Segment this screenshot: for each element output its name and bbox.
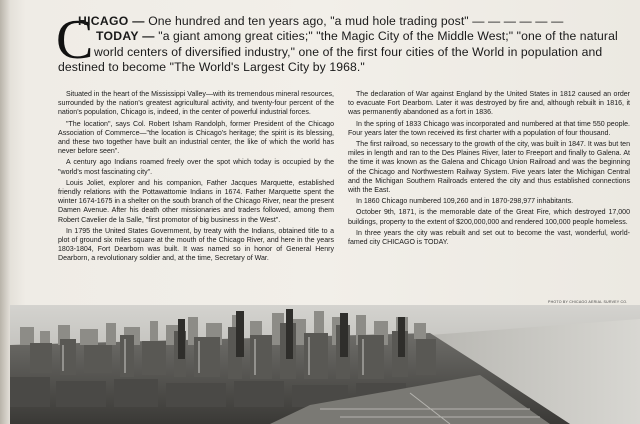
left-paragraph: "The location", says Col. Robert Isham Randolph, former President of the Chicago Association of Commerce—"the location is Chicago's heritage; the spirit is its blessing, and these two together have built an industrial center, the like of which the world has never before seen". [58, 120, 334, 156]
headline-line-1-rest: One hundred and ten years ago, "a mud hole trading post" — — — — — — [144, 14, 564, 28]
headline-line-2-rest: "a giant among great cities;" "the Magic City of the Middle West;" "one of the natural [154, 29, 618, 44]
photo-credit: PHOTO BY CHICAGO AERIAL SURVEY CO. [548, 300, 628, 304]
right-paragraph: The first railroad, so necessary to the growth of the city, was built in 1847. It was but ten miles in length and ran to the Des Plaines River, later to Freeport and finally to Galena. At the time it was known as the Galena and Chicago Union Railroad and was the beginning of the Chicago and Northwestern Railway System. Five years later the Michigan Central and the Michigan Southern Railroads entered the city and thus established connections with the East. [348, 141, 630, 195]
headline-line-3: world centers of diversified industry," one of the first four cities of the World in population and [94, 44, 603, 59]
right-paragraph: October 9th, 1871, is the memorable date of the Great Fire, which destroyed 17,000 buildings, property to the extent of $200,000,000 and rendered 100,000 people homeless. [348, 209, 630, 226]
right-paragraph: The declaration of War against England by the United States in 1812 caused an order to evacuate Fort Dearborn. Later it was destroyed by fire and, although rebuilt in 1816, it was permanently abandoned as a fort in 1836. [348, 91, 630, 117]
headline-line-2 [58, 29, 630, 44]
skyline-illustration [10, 305, 640, 424]
left-paragraph: A century ago Indians roamed freely over the spot which today is occupied by the "world's most fascinating city". [58, 159, 334, 176]
headline [56, 9, 630, 75]
left-paragraph: In 1795 the United States Government, by treaty with the Indians, obtained title to a plot of ground six miles square at the mouth of the Chicago River, and here in the years 1803-1804, Fort Dearborn was built. It was named so in honor of General Henry Dearborn, a revolutionary soldier and, at the time, Secretary of War. [58, 227, 334, 263]
book-spine-shadow [0, 0, 10, 424]
right-paragraph: In the spring of 1833 Chicago was incorporated and numbered at that time 550 people. Four years later the town received its first charter with a population of four thousand. [348, 120, 630, 137]
right-column [348, 90, 630, 249]
right-paragraph: In 1860 Chicago numbered 109,260 and in 1870-298,977 inhabitants. [356, 198, 574, 206]
right-paragraph: In three years the city was rebuilt and set out to become the vast, wonderful, world-famed city CHICAGO is TODAY. [348, 229, 630, 247]
left-paragraph: Louis Joliet, explorer and his companion, Father Jacques Marquette, established friendly relations with the Pottawattomie Indians in 1674. Father Marquette spent the winter 1674-1675 in a shelter on the south branch of the Chicago River, near the present Damen Avenue. After his death other missionaries and traders followed, among them Robert Cavelier de la Salle, "first promotor of big business in the West". [58, 179, 334, 224]
headline-today: TODAY — [96, 29, 155, 44]
left-column [58, 90, 334, 266]
drop-cap: C [56, 9, 94, 71]
headline-line-1 [58, 14, 630, 29]
headline-chicago: HICAGO — [78, 14, 145, 28]
headline-line-4: destined to become "The World's Largest City by 1968." [58, 59, 365, 74]
left-paragraph: Situated in the heart of the Mississippi Valley—with its tremendous mineral resources, surrounded by the nation's greatest agricultural activity, and twenty-four percent of the nation's population, Chicago is, indeed, in the center of powerful industrial forces. [58, 91, 334, 117]
aerial-skyline-photo [10, 305, 640, 424]
